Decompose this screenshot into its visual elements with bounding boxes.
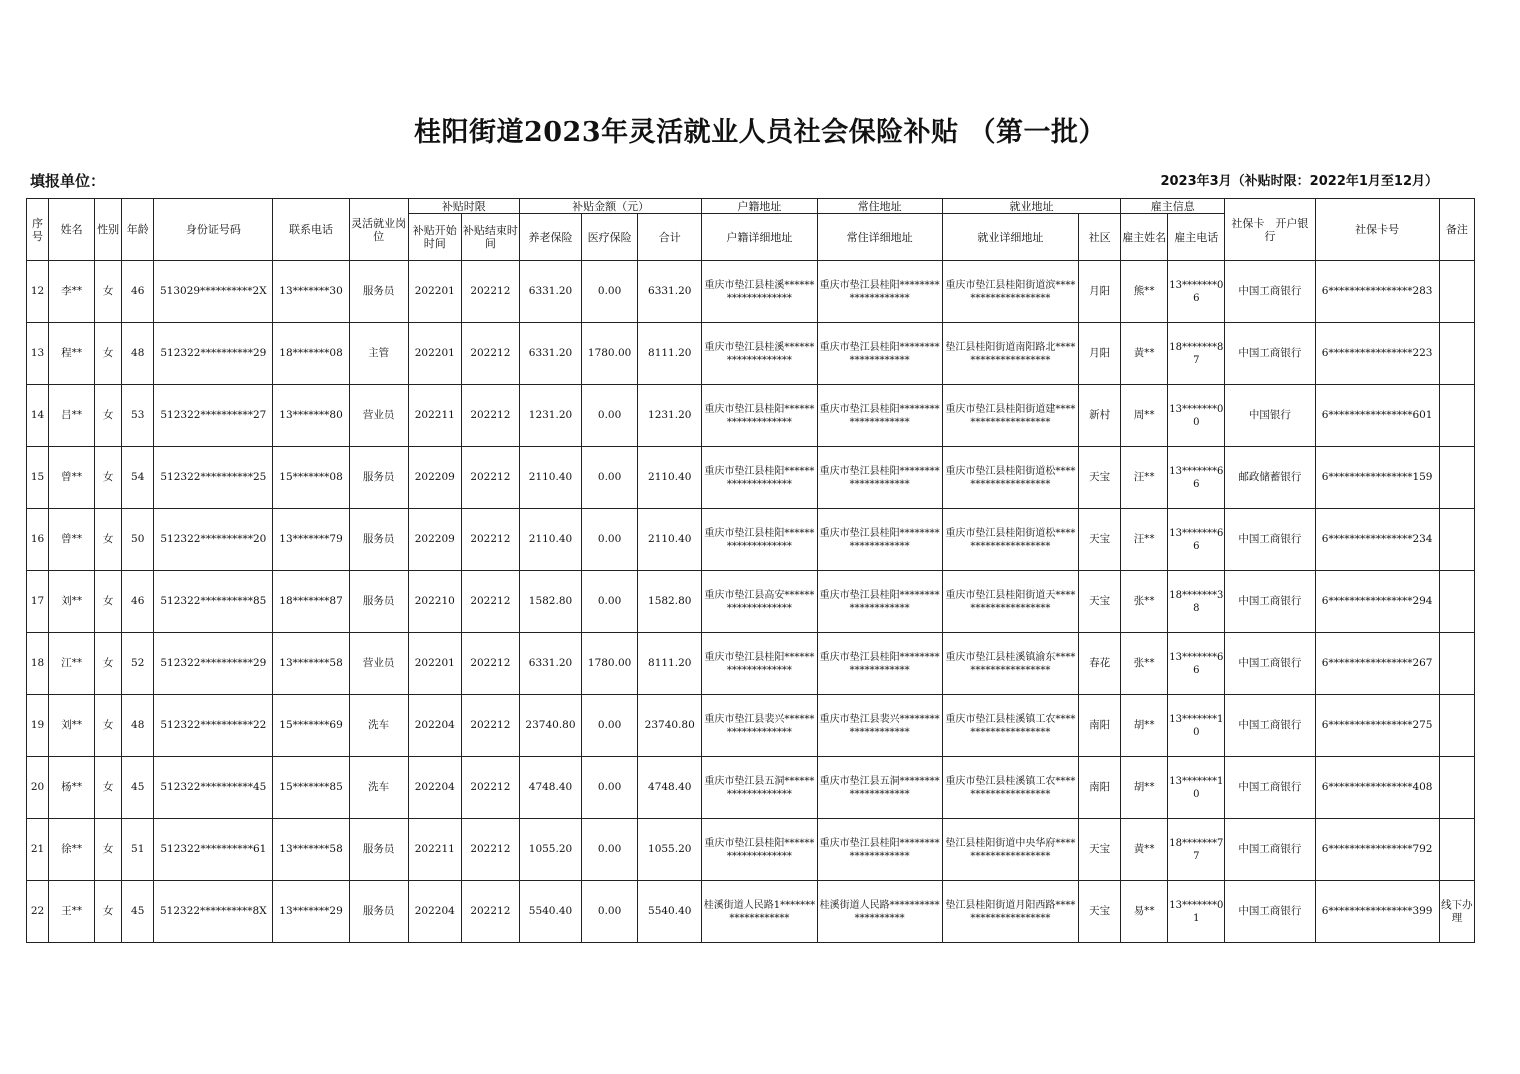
- cell-note: [1439, 261, 1474, 323]
- cell-card-number: 6****************275: [1315, 695, 1439, 757]
- cell-post: 服务员: [349, 571, 408, 633]
- cell-pension: 1231.20: [519, 385, 581, 447]
- table-row: [27, 757, 1475, 819]
- cell-residence-address: 重庆市垫江县桂阳********************: [817, 633, 942, 695]
- cell-employer-name: 胡**: [1121, 757, 1168, 819]
- cell-phone: 13*******79: [273, 509, 349, 571]
- cell-bank: 中国工商银行: [1225, 323, 1315, 385]
- cell-note: 线下办理: [1439, 881, 1474, 943]
- cell-phone: 18*******87: [273, 571, 349, 633]
- cell-post: 服务员: [349, 447, 408, 509]
- cell-name: 程**: [49, 323, 95, 385]
- cell-id-number: 512322**********25: [154, 447, 273, 509]
- table-row: [27, 323, 1475, 385]
- cell-pension: 1055.20: [519, 819, 581, 881]
- cell-gender: 女: [95, 819, 122, 881]
- cell-gender: 女: [95, 633, 122, 695]
- cell-employer-name: 熊**: [1121, 261, 1168, 323]
- cell-name: 王**: [49, 881, 95, 943]
- cell-job-address: 重庆市垫江县桂阳街道松********************: [942, 509, 1078, 571]
- cell-huji-address: 桂溪街道人民路1*******************: [702, 881, 817, 943]
- cell-post: 服务员: [349, 819, 408, 881]
- cell-gender: 女: [95, 261, 122, 323]
- header-bank: 社保卡 开户银行: [1225, 199, 1315, 261]
- cell-phone: 13*******58: [273, 633, 349, 695]
- cell-age: 46: [122, 571, 154, 633]
- cell-pension: 23740.80: [519, 695, 581, 757]
- cell-age: 46: [122, 261, 154, 323]
- cell-residence-address: 重庆市垫江县桂阳********************: [817, 385, 942, 447]
- cell-bank: 中国工商银行: [1225, 261, 1315, 323]
- cell-medical: 0.00: [582, 819, 638, 881]
- cell-residence-address: 桂溪街道人民路********************: [817, 881, 942, 943]
- header-post: 灵活就业岗位: [349, 199, 408, 261]
- cell-end: 202212: [461, 447, 519, 509]
- cell-card-number: 6****************294: [1315, 571, 1439, 633]
- cell-bank: 中国工商银行: [1225, 881, 1315, 943]
- cell-phone: 13*******58: [273, 819, 349, 881]
- header-pension: 养老保险: [519, 214, 581, 261]
- cell-bank: 中国银行: [1225, 385, 1315, 447]
- cell-huji-address: 重庆市垫江县裴兴*******************: [702, 695, 817, 757]
- cell-employer-phone: 13*******00: [1168, 385, 1225, 447]
- cell-bank: 中国工商银行: [1225, 757, 1315, 819]
- cell-total: 8111.20: [638, 323, 702, 385]
- cell-medical: 1780.00: [582, 633, 638, 695]
- header-residence: 常住详细地址: [817, 214, 942, 261]
- cell-start: 202209: [408, 447, 461, 509]
- cell-post: 主管: [349, 323, 408, 385]
- cell-start: 202204: [408, 881, 461, 943]
- cell-id-number: 512322**********61: [154, 819, 273, 881]
- cell-age: 54: [122, 447, 154, 509]
- cell-employer-name: 汪**: [1121, 509, 1168, 571]
- table-row: [27, 447, 1475, 509]
- cell-start: 202211: [408, 819, 461, 881]
- cell-total: 2110.40: [638, 447, 702, 509]
- cell-medical: 0.00: [582, 757, 638, 819]
- cell-residence-address: 重庆市垫江县桂阳********************: [817, 447, 942, 509]
- cell-note: [1439, 447, 1474, 509]
- cell-phone: 18*******08: [273, 323, 349, 385]
- cell-huji-address: 重庆市垫江县高安*******************: [702, 571, 817, 633]
- cell-note: [1439, 571, 1474, 633]
- table-row: [27, 261, 1475, 323]
- cell-age: 48: [122, 695, 154, 757]
- table-body: [27, 261, 1475, 943]
- cell-start: 202204: [408, 757, 461, 819]
- cell-age: 48: [122, 323, 154, 385]
- cell-community: 南阳: [1079, 695, 1121, 757]
- cell-post: 服务员: [349, 881, 408, 943]
- cell-gender: 女: [95, 757, 122, 819]
- cell-job-address: 重庆市垫江县桂阳街道松********************: [942, 447, 1078, 509]
- cell-name: 江**: [49, 633, 95, 695]
- cell-job-address: 重庆市垫江县桂阳街道建********************: [942, 385, 1078, 447]
- cell-seq: 19: [27, 695, 49, 757]
- cell-end: 202212: [461, 819, 519, 881]
- cell-id-number: 513029**********2X: [154, 261, 273, 323]
- cell-bank: 中国工商银行: [1225, 819, 1315, 881]
- subsidy-period: 2023年3月（补贴时限：2022年1月至12月）: [1160, 174, 1438, 189]
- cell-note: [1439, 757, 1474, 819]
- cell-id-number: 512322**********85: [154, 571, 273, 633]
- header-period-group: 补贴时限: [408, 199, 519, 214]
- cell-end: 202212: [461, 385, 519, 447]
- cell-community: 天宝: [1079, 509, 1121, 571]
- header-phone: 联系电话: [273, 199, 349, 261]
- header-id: 身份证号码: [154, 199, 273, 261]
- cell-total: 8111.20: [638, 633, 702, 695]
- cell-phone: 15*******85: [273, 757, 349, 819]
- cell-employer-phone: 13*******01: [1168, 881, 1225, 943]
- cell-post: 服务员: [349, 509, 408, 571]
- cell-end: 202212: [461, 757, 519, 819]
- cell-job-address: 重庆市垫江县桂溪镇工农********************: [942, 695, 1078, 757]
- cell-start: 202201: [408, 323, 461, 385]
- cell-note: [1439, 819, 1474, 881]
- cell-name: 李**: [49, 261, 95, 323]
- cell-bank: 中国工商银行: [1225, 633, 1315, 695]
- cell-end: 202212: [461, 509, 519, 571]
- cell-community: 月阳: [1079, 323, 1121, 385]
- cell-age: 52: [122, 633, 154, 695]
- cell-id-number: 512322**********45: [154, 757, 273, 819]
- cell-bank: 中国工商银行: [1225, 571, 1315, 633]
- cell-job-address: 垫江县桂阳街道南阳路北********************: [942, 323, 1078, 385]
- cell-huji-address: 重庆市垫江县桂溪*******************: [702, 323, 817, 385]
- cell-start: 202210: [408, 571, 461, 633]
- cell-end: 202212: [461, 881, 519, 943]
- cell-residence-address: 重庆市垫江县桂阳********************: [817, 323, 942, 385]
- cell-end: 202212: [461, 571, 519, 633]
- cell-medical: 0.00: [582, 509, 638, 571]
- header-community: 社区: [1079, 214, 1121, 261]
- cell-medical: 1780.00: [582, 323, 638, 385]
- cell-age: 45: [122, 757, 154, 819]
- header-seq: 序号: [27, 199, 49, 261]
- header-total: 合计: [638, 214, 702, 261]
- table-row: [27, 633, 1475, 695]
- cell-employer-phone: 13*******66: [1168, 447, 1225, 509]
- cell-post: 营业员: [349, 633, 408, 695]
- header-huji: 户籍详细地址: [702, 214, 817, 261]
- cell-name: 曾**: [49, 509, 95, 571]
- cell-id-number: 512322**********22: [154, 695, 273, 757]
- header-end: 补贴结束时间: [461, 214, 519, 261]
- header-age: 年龄: [122, 199, 154, 261]
- cell-id-number: 512322**********29: [154, 633, 273, 695]
- cell-total: 23740.80: [638, 695, 702, 757]
- cell-huji-address: 重庆市垫江县桂阳*******************: [702, 633, 817, 695]
- cell-end: 202212: [461, 695, 519, 757]
- cell-post: 洗车: [349, 757, 408, 819]
- cell-end: 202212: [461, 261, 519, 323]
- cell-note: [1439, 695, 1474, 757]
- header-employer-name: 雇主姓名: [1121, 214, 1168, 261]
- cell-seq: 20: [27, 757, 49, 819]
- cell-total: 2110.40: [638, 509, 702, 571]
- header-start: 补贴开始时间: [408, 214, 461, 261]
- cell-employer-phone: 13*******66: [1168, 633, 1225, 695]
- cell-name: 杨**: [49, 757, 95, 819]
- table-row: [27, 695, 1475, 757]
- cell-community: 天宝: [1079, 447, 1121, 509]
- cell-seq: 12: [27, 261, 49, 323]
- cell-employer-phone: 13*******66: [1168, 509, 1225, 571]
- header-amount-group: 补贴金额（元）: [519, 199, 701, 214]
- fill-unit-label: 填报单位：: [30, 172, 106, 190]
- cell-medical: 0.00: [582, 881, 638, 943]
- cell-residence-address: 重庆市垫江县桂阳********************: [817, 819, 942, 881]
- cell-total: 5540.40: [638, 881, 702, 943]
- cell-id-number: 512322**********8X: [154, 881, 273, 943]
- cell-bank: 中国工商银行: [1225, 695, 1315, 757]
- cell-seq: 21: [27, 819, 49, 881]
- cell-age: 53: [122, 385, 154, 447]
- cell-card-number: 6****************792: [1315, 819, 1439, 881]
- cell-phone: 13*******29: [273, 881, 349, 943]
- cell-medical: 0.00: [582, 261, 638, 323]
- cell-pension: 6331.20: [519, 261, 581, 323]
- subsidy-table: [26, 198, 1475, 943]
- cell-medical: 0.00: [582, 447, 638, 509]
- cell-gender: 女: [95, 323, 122, 385]
- cell-community: 天宝: [1079, 881, 1121, 943]
- header-job-group: 就业地址: [942, 199, 1120, 214]
- cell-end: 202212: [461, 633, 519, 695]
- cell-seq: 15: [27, 447, 49, 509]
- cell-note: [1439, 509, 1474, 571]
- cell-gender: 女: [95, 571, 122, 633]
- table-row: [27, 571, 1475, 633]
- cell-name: 徐**: [49, 819, 95, 881]
- cell-medical: 0.00: [582, 385, 638, 447]
- header-employer-phone: 雇主电话: [1168, 214, 1225, 261]
- cell-gender: 女: [95, 695, 122, 757]
- cell-employer-phone: 18*******38: [1168, 571, 1225, 633]
- table-row: [27, 819, 1475, 881]
- cell-job-address: 重庆市垫江县桂溪镇工农********************: [942, 757, 1078, 819]
- cell-card-number: 6****************234: [1315, 509, 1439, 571]
- cell-employer-phone: 13*******10: [1168, 695, 1225, 757]
- cell-name: 刘**: [49, 571, 95, 633]
- cell-employer-phone: 13*******10: [1168, 757, 1225, 819]
- cell-bank: 中国工商银行: [1225, 509, 1315, 571]
- cell-employer-phone: 13*******06: [1168, 261, 1225, 323]
- cell-card-number: 6****************408: [1315, 757, 1439, 819]
- header-employer-group: 雇主信息: [1121, 199, 1225, 214]
- cell-card-number: 6****************159: [1315, 447, 1439, 509]
- cell-pension: 5540.40: [519, 881, 581, 943]
- cell-post: 服务员: [349, 261, 408, 323]
- header-residence-group: 常住地址: [817, 199, 942, 214]
- table-row: [27, 509, 1475, 571]
- cell-gender: 女: [95, 881, 122, 943]
- cell-huji-address: 重庆市垫江县桂阳*******************: [702, 509, 817, 571]
- cell-pension: 1582.80: [519, 571, 581, 633]
- cell-seq: 14: [27, 385, 49, 447]
- cell-age: 50: [122, 509, 154, 571]
- header-gender: 性别: [95, 199, 122, 261]
- table-row: [27, 881, 1475, 943]
- cell-phone: 13*******80: [273, 385, 349, 447]
- cell-seq: 13: [27, 323, 49, 385]
- cell-card-number: 6****************601: [1315, 385, 1439, 447]
- cell-huji-address: 重庆市垫江县桂阳*******************: [702, 819, 817, 881]
- cell-residence-address: 重庆市垫江县裴兴********************: [817, 695, 942, 757]
- cell-card-number: 6****************283: [1315, 261, 1439, 323]
- cell-community: 春花: [1079, 633, 1121, 695]
- cell-phone: 15*******69: [273, 695, 349, 757]
- cell-community: 新村: [1079, 385, 1121, 447]
- cell-medical: 0.00: [582, 571, 638, 633]
- cell-employer-name: 黄**: [1121, 323, 1168, 385]
- cell-pension: 6331.20: [519, 633, 581, 695]
- cell-age: 51: [122, 819, 154, 881]
- cell-card-number: 6****************399: [1315, 881, 1439, 943]
- cell-seq: 22: [27, 881, 49, 943]
- cell-job-address: 重庆市垫江县桂溪镇渝东********************: [942, 633, 1078, 695]
- cell-pension: 2110.40: [519, 447, 581, 509]
- cell-start: 202211: [408, 385, 461, 447]
- cell-start: 202209: [408, 509, 461, 571]
- cell-note: [1439, 385, 1474, 447]
- cell-employer-name: 易**: [1121, 881, 1168, 943]
- cell-bank: 邮政储蓄银行: [1225, 447, 1315, 509]
- cell-start: 202201: [408, 633, 461, 695]
- cell-total: 6331.20: [638, 261, 702, 323]
- cell-seq: 16: [27, 509, 49, 571]
- cell-note: [1439, 633, 1474, 695]
- header-job: 就业详细地址: [942, 214, 1078, 261]
- cell-total: 1055.20: [638, 819, 702, 881]
- cell-post: 营业员: [349, 385, 408, 447]
- cell-card-number: 6****************267: [1315, 633, 1439, 695]
- cell-job-address: 垫江县桂阳街道月阳西路********************: [942, 881, 1078, 943]
- cell-pension: 6331.20: [519, 323, 581, 385]
- cell-start: 202201: [408, 261, 461, 323]
- cell-total: 1582.80: [638, 571, 702, 633]
- cell-huji-address: 重庆市垫江县五洞*******************: [702, 757, 817, 819]
- cell-name: 曾**: [49, 447, 95, 509]
- cell-community: 南阳: [1079, 757, 1121, 819]
- cell-huji-address: 重庆市垫江县桂溪*******************: [702, 261, 817, 323]
- header-name: 姓名: [49, 199, 95, 261]
- cell-seq: 17: [27, 571, 49, 633]
- cell-community: 天宝: [1079, 571, 1121, 633]
- cell-phone: 13*******30: [273, 261, 349, 323]
- cell-employer-phone: 18*******77: [1168, 819, 1225, 881]
- table-row: [27, 385, 1475, 447]
- cell-start: 202204: [408, 695, 461, 757]
- cell-community: 月阳: [1079, 261, 1121, 323]
- header-medical: 医疗保险: [582, 214, 638, 261]
- cell-id-number: 512322**********27: [154, 385, 273, 447]
- cell-employer-name: 周**: [1121, 385, 1168, 447]
- cell-note: [1439, 323, 1474, 385]
- cell-huji-address: 重庆市垫江县桂阳*******************: [702, 447, 817, 509]
- header-card: 社保卡号: [1315, 199, 1439, 261]
- cell-age: 45: [122, 881, 154, 943]
- cell-pension: 2110.40: [519, 509, 581, 571]
- cell-employer-name: 张**: [1121, 571, 1168, 633]
- cell-end: 202212: [461, 323, 519, 385]
- cell-residence-address: 重庆市垫江县桂阳********************: [817, 509, 942, 571]
- cell-community: 天宝: [1079, 819, 1121, 881]
- cell-huji-address: 重庆市垫江县桂阳*******************: [702, 385, 817, 447]
- cell-total: 4748.40: [638, 757, 702, 819]
- page-title: 桂阳街道2023年灵活就业人员社会保险补贴 （第一批）: [413, 117, 1107, 148]
- cell-employer-name: 张**: [1121, 633, 1168, 695]
- cell-gender: 女: [95, 447, 122, 509]
- cell-job-address: 重庆市垫江县桂阳街道天********************: [942, 571, 1078, 633]
- cell-residence-address: 重庆市垫江县桂阳********************: [817, 261, 942, 323]
- header-huji-group: 户籍地址: [702, 199, 817, 214]
- cell-employer-name: 汪**: [1121, 447, 1168, 509]
- cell-seq: 18: [27, 633, 49, 695]
- cell-residence-address: 重庆市垫江县桂阳********************: [817, 571, 942, 633]
- cell-gender: 女: [95, 509, 122, 571]
- cell-residence-address: 重庆市垫江县五洞********************: [817, 757, 942, 819]
- cell-job-address: 垫江县桂阳街道中央华府********************: [942, 819, 1078, 881]
- cell-post: 洗车: [349, 695, 408, 757]
- cell-card-number: 6****************223: [1315, 323, 1439, 385]
- cell-gender: 女: [95, 385, 122, 447]
- cell-job-address: 重庆市垫江县桂阳街道滨********************: [942, 261, 1078, 323]
- header-note: 备注: [1439, 199, 1474, 261]
- cell-phone: 15*******08: [273, 447, 349, 509]
- cell-employer-phone: 18*******87: [1168, 323, 1225, 385]
- cell-name: 吕**: [49, 385, 95, 447]
- cell-medical: 0.00: [582, 695, 638, 757]
- cell-employer-name: 胡**: [1121, 695, 1168, 757]
- cell-id-number: 512322**********29: [154, 323, 273, 385]
- cell-id-number: 512322**********20: [154, 509, 273, 571]
- cell-total: 1231.20: [638, 385, 702, 447]
- cell-employer-name: 黄**: [1121, 819, 1168, 881]
- cell-pension: 4748.40: [519, 757, 581, 819]
- cell-name: 刘**: [49, 695, 95, 757]
